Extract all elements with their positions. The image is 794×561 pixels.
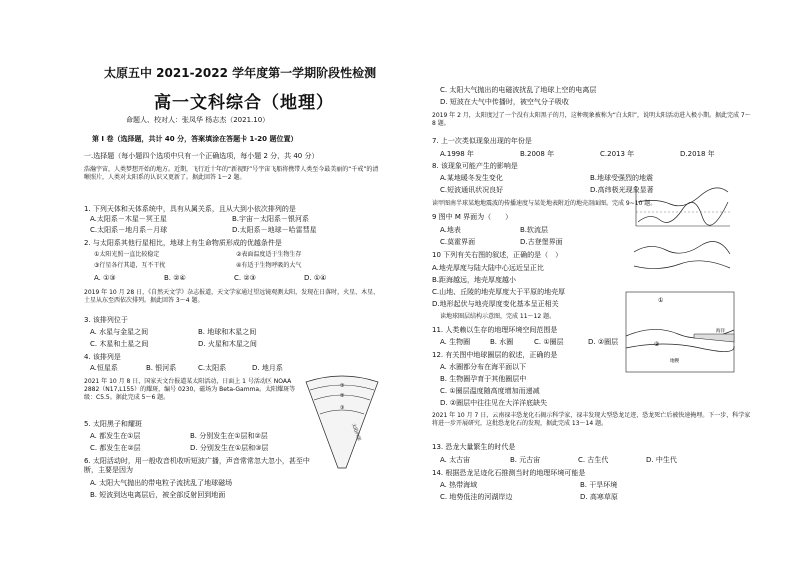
q2-item-1: ①太阳光照一直比较稳定 [94, 251, 160, 258]
sun-structure-figure [300, 372, 384, 472]
q12-option-b: B. 生物圈孕育于其他圈层中 [440, 375, 527, 383]
crust-profile-figure [630, 236, 734, 276]
q3-option-b: B. 地球和木星之间 [198, 328, 257, 336]
exam-title: 太原五中 2021-2022 学年度第一学期阶段性检测 [104, 66, 377, 80]
q8-option-a: A.某地暖冬发生变化 [440, 174, 503, 182]
q12-option-d: D. ②圈层中往往见在大洋洋底缺失 [440, 399, 548, 407]
fig-layer-3-label: ③ [340, 405, 345, 411]
q1-option-b: B.宇宙－太阳系－银河系 [232, 215, 310, 223]
q2-text: 2. 与太阳系其他行星相比，地球上有生命物质形成的优越条件是 [84, 239, 282, 247]
q13-text: 13. 恐龙大量繁生的时代是 [432, 443, 516, 451]
q2-item-3: ③行星各行其道，互不干扰 [94, 262, 166, 269]
q6-text: 6. 太阳活动时，用一般收音机收听短波广播，声音常常忽大忽小，甚至中断，主要是因为 [84, 457, 310, 474]
q2-option-b: B. ②④ [164, 274, 186, 282]
q3-text: 3. 该排列位于 [84, 316, 128, 324]
q1-option-d: D.太阳系－地球－哈雷彗星 [232, 226, 317, 234]
q4-option-b: B. 银河系 [146, 364, 177, 372]
q9-option-a: A.地表 [440, 226, 461, 234]
q5-option-d: D. 分别发生在①层和③层 [190, 444, 269, 452]
q4-option-d: D. 地月系 [252, 364, 283, 372]
q4-text: 4. 该排列是 [84, 353, 121, 361]
intro-1-2: 浩瀚宇宙，人类梦想开始的地方。近期，飞行近十年的“新视野”号宇宙飞船将携带人类至今最美丽的“千戒”的清晰照片，人类对太阳系的认识又更新了。据此回答 1～2 题。 [84, 166, 379, 181]
q6-option-b: B. 短波到达电离层后，被全部反射回到地面 [90, 491, 226, 499]
q10-option-d: D.地形起伏与地壳厚度变化基本呈正相关 [432, 300, 559, 308]
q8-option-b: B.地球受强烈的地震 [590, 174, 654, 182]
q10-option-a: A.地壳厚度与陆大陆中心远近呈正比 [432, 264, 544, 272]
q7-text: 7. 上一次类似现象出现的年份是 [432, 137, 532, 145]
q1-option-a: A.太阳系－木星－冥王星 [90, 215, 167, 223]
q6-option-c: C. 太阳大气抛出的电磁波扰乱了地球上空的电离层 [440, 86, 597, 94]
q3-option-d: D. 火星和木星之间 [198, 340, 257, 348]
q8-option-d: D.高纬极光现象显著 [590, 186, 654, 194]
q2-option-d: D. ①④ [304, 274, 327, 282]
q10-text: 10 下列有关右图的叙述，正确的是（ ） [432, 251, 563, 259]
earth-spheres-figure [624, 290, 736, 374]
intro-7-8: 2019 年 2 月，太阳度过了一个没有太阳黑子的月，这种现象被称为“白太阳”，说明太阳活动进入极小期。据此完成 7～8 题。 [432, 112, 751, 127]
q9-text: 9 图中 M 界面为（ ） [432, 213, 513, 221]
q14-option-d: D. 高寒草原 [580, 493, 618, 501]
seismic-wave-figure [630, 182, 734, 232]
section-title: 第 I 卷（选择题，共计 40 分，答案填涂在答题卡 1-20 题位置） [92, 135, 298, 143]
q5-option-b: B. 分别发生在①层和②层 [190, 432, 268, 440]
q14-option-b: B. 干旱环境 [580, 481, 618, 489]
intro-11-12: 读地球圈层结构示意图，完成 11～12 题。 [440, 313, 556, 320]
q3-option-c: C. 木星和土星之间 [90, 340, 149, 348]
q6-option-d: D. 短波在大气中传播时，被空气分子吸收 [440, 98, 569, 106]
sphere-label-2: ② [654, 341, 660, 348]
sphere-label-1: ① [658, 297, 664, 304]
subject-title: 高一文科综合（地理） [154, 93, 334, 113]
intro-13-14: 2021 年 10 月 7 日，云南禄丰恐龙化石揭示科学家，禄丰发现大型恐龙足迹，恐龙死亡后被快速掩埋。下一步，科学家将进一步开展研究，这批恐龙化石的发现，据此完成 13～14 题。 [432, 412, 751, 427]
q7-option-b: B.2008 年 [520, 150, 555, 158]
q9-option-c: C.莫霍界面 [440, 238, 476, 246]
q11-option-b: B. 水圈 [490, 338, 514, 346]
intro-9-10: 读甲图南半球某地地震波的传播速度与某处地表附近的地壳剖面图。完成 9~10 题。 [432, 200, 657, 207]
q5-option-a: A. 都发生在①层 [90, 432, 141, 440]
q12-option-c: C. ①圈层温度随高度增加而递减 [440, 387, 540, 395]
q11-text: 11. 人类赖以生存的地理环境空间范围是 [432, 326, 558, 334]
q10-option-b: B.距海越远，地壳厚度越小 [432, 276, 517, 284]
q11-option-d: D. ②圈层 [588, 338, 619, 346]
q7-option-a: A.1998 年 [440, 150, 474, 158]
q5-text: 5. 太阳黑子和耀斑 [84, 420, 142, 428]
fig-layer-2-label: ② [340, 393, 345, 399]
q13-option-b: B. 元古宙 [510, 456, 541, 464]
fig-interior-label: 太阳内部 [350, 422, 361, 442]
q13-option-c: C. 古生代 [578, 456, 609, 464]
q11-option-a: A. 生物圈 [440, 338, 471, 346]
q4-option-c: C.太阳系 [198, 364, 227, 372]
q9-option-b: B.软流层 [520, 226, 549, 234]
q2-option-c: C. ②③ [234, 274, 256, 282]
sphere-label-ocean: 海洋 [716, 329, 725, 334]
q13-option-d: D. 中生代 [646, 456, 677, 464]
q14-option-a: A. 热带海域 [440, 481, 478, 489]
q14-option-c: C. 地势低洼的河湖岸边 [440, 493, 513, 501]
q6-option-a: A. 太阳大气抛出的带电粒子流扰乱了地球磁场 [90, 479, 233, 487]
q4-option-a: A.恒星系 [90, 364, 118, 372]
q9-option-d: D.古登堡界面 [520, 238, 563, 246]
intro-3-4: 2019 年 10 月 28 日，《自然天文学》杂志报道，天文学家通过望远镜观测太阳，发现在日落时，火星、木星、土星从东至西依次排列。据此回答 3～4 题。 [84, 289, 380, 304]
q2-item-2: ②表面温度适于生物生存 [236, 251, 302, 258]
q8-text: 8. 该现象可能产生的影响是 [432, 162, 518, 170]
q12-text: 12. 有关图中地球圈层的叙述，正确的是 [432, 351, 558, 359]
q12-option-a: A. 水圈都分布在海平面以下 [440, 363, 527, 371]
q2-item-4: ④有适于生物呼吸的大气 [236, 262, 302, 269]
authors-line: 命题人、校对人：张凤华 杨志杰（2021.10） [126, 116, 270, 124]
fig-layer-1-label: ① [340, 383, 345, 389]
q2-option-a: A. ①③ [94, 274, 116, 282]
q14-text: 14. 根据恐龙足迹化石推测当时的地理环境可能是 [432, 469, 586, 477]
q3-option-a: A. 水星与金星之间 [90, 328, 149, 336]
q8-option-c: C.短波通讯状况良好 [440, 186, 504, 194]
q10-option-c: C.山地、丘陵的地壳厚度大于平原的地壳厚 [432, 288, 566, 296]
q11-option-c: C. ①圈层 [534, 338, 564, 346]
sphere-label-mantle: 地幔 [670, 359, 679, 364]
q5-option-c: C. 都发生在②层 [90, 444, 141, 452]
q1-option-c: C.太阳系－地月系－月球 [90, 226, 168, 234]
q7-option-d: D.2018 年 [680, 150, 715, 158]
q1-text: 1. 下列天体和天体系统中，具有从属关系，且从大到小依次排列的是 [84, 205, 296, 213]
intro-5-6: 2021 年 10 月 8 日，国家天文台报道某太阳活动，日面上 1 号活动区 NOAA 2882（N17,L155）的耀斑，编号 0230，磁场为 Beta-Gamma。太阳耀斑等级：C5.5。据此完成 5～6 题。 [84, 378, 296, 401]
instructions: 一.选择题（每小题四个选项中只有一个正确选项，每小题 2 分，共 40 分） [84, 152, 319, 160]
q7-option-c: C.2013 年 [600, 150, 635, 158]
q13-option-a: A. 太古宙 [440, 456, 471, 464]
